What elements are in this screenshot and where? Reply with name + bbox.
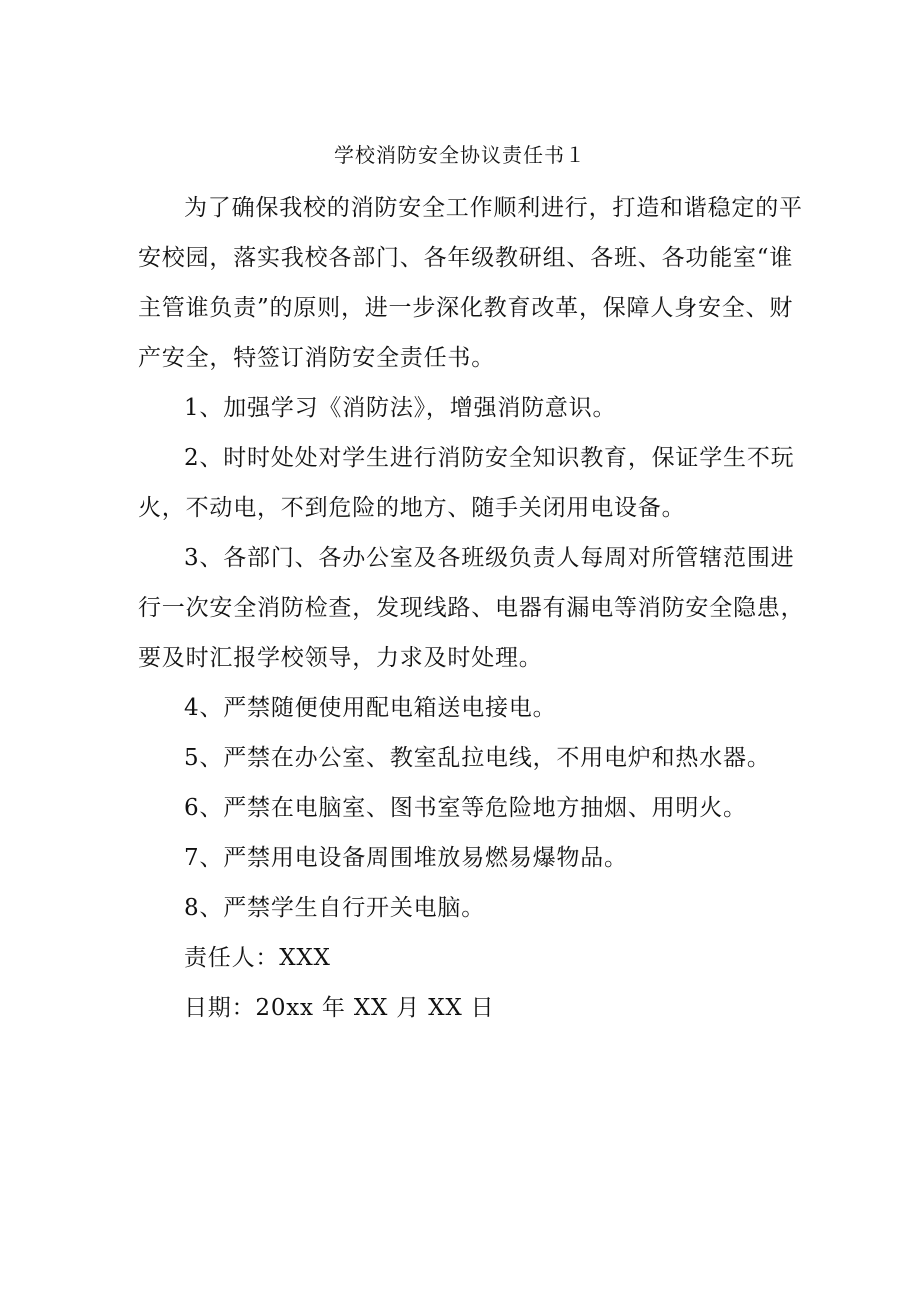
intro-line: 安校园，落实我校各部门、各年级教研组、各班、各功能室“谁: [138, 245, 794, 271]
intro-line: 主管谁负责”的原则，进一步深化教育改革，保障人身安全、财: [138, 295, 794, 321]
item-line: 3、各部门、各办公室及各班级负责人每周对所管辖范围进: [184, 545, 795, 571]
list-item: [138, 683, 798, 733]
item-line: 2、时时处处对学生进行消防安全知识教育，保证学生不玩: [184, 445, 795, 471]
item-line: 6、严禁在电脑室、图书室等危险地方抽烟、用明火。: [184, 795, 747, 821]
signing-date: 日期：20xx 年 XX 月 XX 日: [184, 995, 495, 1021]
list-item: [138, 433, 798, 533]
list-item: [138, 833, 798, 883]
document-title: 学校消防安全协议责任书１: [334, 143, 586, 167]
item-line: 5、严禁在办公室、教室乱拉电线，不用电炉和热水器。: [184, 745, 771, 771]
intro-line: 产安全，特签订消防安全责任书。: [138, 345, 495, 371]
item-line: 行一次安全消防检查，发现线路、电器有漏电等消防安全隐患，: [138, 595, 805, 621]
intro-paragraph: [138, 183, 803, 383]
document-body: [138, 183, 805, 1033]
item-line: 1、加强学习《消防法》，增强消防意识。: [184, 395, 617, 421]
list-item: [138, 733, 798, 783]
item-line: 要及时汇报学校领导，力求及时处理。: [138, 645, 543, 671]
list-item: [138, 533, 805, 683]
list-item: [138, 383, 798, 433]
item-line: 4、严禁随便使用配电箱送电接电。: [184, 695, 557, 721]
signature-block: [138, 933, 798, 1033]
item-line: 火，不动电，不到危险的地方、随手关闭用电设备。: [138, 495, 686, 521]
item-line: 8、严禁学生自行开关电脑。: [184, 895, 486, 921]
responsible-person: 责任人：XXX: [184, 945, 331, 971]
intro-line: 为了确保我校的消防安全工作顺利进行，打造和谐稳定的平: [184, 195, 803, 221]
list-item: [138, 783, 798, 833]
list-item: [138, 883, 798, 933]
item-line: 7、严禁用电设备周围堆放易燃易爆物品。: [184, 845, 628, 871]
